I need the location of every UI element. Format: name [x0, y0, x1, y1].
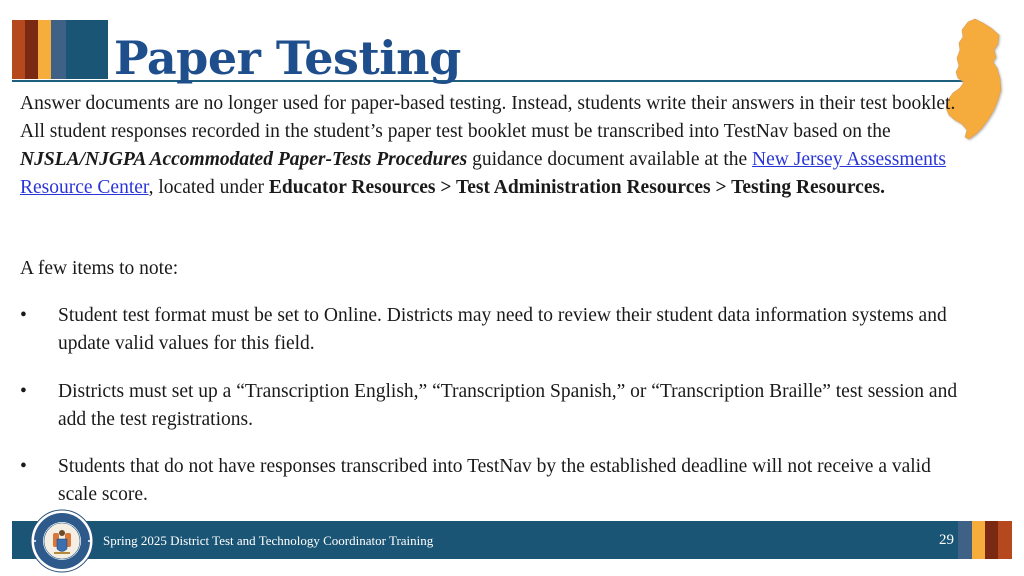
resource-path: Educator Resources > Test Administration Resources > Testing Resources. [268, 177, 885, 198]
stripe-navy [66, 20, 108, 79]
intro-text-2: guidance document available at the [467, 149, 753, 170]
bullet-text: Districts must set up a “Transcription English,” “Transcription Spanish,” or “Transcription Braille” test session and add the test registrations. [58, 381, 958, 430]
stripe-orange-brown [998, 521, 1012, 559]
bullet-text: Students that do not have responses transcribed into TestNav by the established deadline will not receive a valid scale score. [58, 456, 931, 505]
footer-training-title: Spring 2025 District Test and Technology Coordinator Training [103, 533, 434, 548]
stripe-gold [972, 521, 985, 559]
title-color-stripes [12, 20, 108, 79]
items-lead-text: A few items to note: [20, 258, 179, 279]
page-title: Paper Testing [114, 31, 461, 85]
bullet-text: Student test format must be set to Online. Districts may need to review their student data information systems and update valid values for this field. [58, 305, 947, 354]
footer-color-stripes [958, 521, 1012, 559]
page-number: 29 [939, 532, 954, 548]
stripe-slate-blue [958, 521, 972, 559]
procedures-document-title: NJSLA/NJGPA Accommodated Paper-Tests Procedures [20, 149, 468, 170]
stripe-slate-blue [51, 20, 66, 79]
bullet-marker: • [20, 456, 27, 477]
nj-department-of-education-seal-icon [30, 509, 94, 573]
resource-center-link[interactable]: New Jersey Assessments Resource Center [20, 149, 946, 198]
stripe-gold [38, 20, 51, 79]
intro-text-3: , located under [148, 177, 269, 198]
intro-paragraph [20, 90, 965, 202]
stripe-dark-brown [25, 20, 38, 79]
stripe-dark-brown [985, 521, 998, 559]
stripe-orange-brown [12, 20, 25, 79]
bullet-marker: • [20, 381, 27, 402]
intro-text-1: Answer documents are no longer used for paper-based testing. Instead, students write their answers in their test booklet. All student responses recorded in the student’s paper test booklet must be transcribed into TestNav based on the [20, 93, 956, 142]
bullet-marker: • [20, 305, 27, 326]
